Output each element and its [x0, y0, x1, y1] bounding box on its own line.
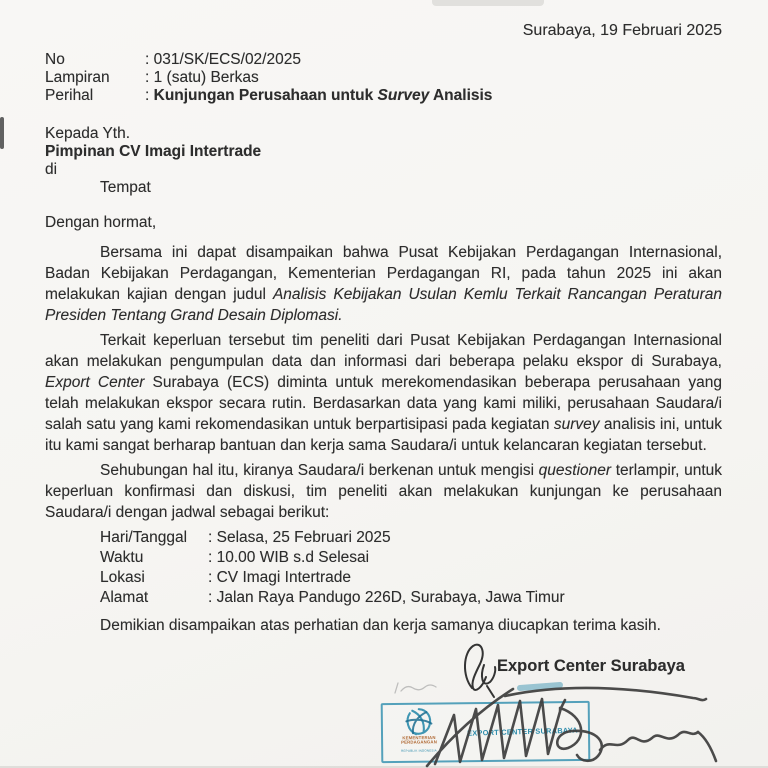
scan-artifact-left-edge: [0, 117, 4, 149]
meta-label-perihal: Perihal: [45, 87, 94, 104]
body-paragraph-2: Terkait keperluan tersebut tim peneliti dari Pusat Kebijakan Perdagangan Internasional akan melakukan pengumpulan data dan informasi dari beberapa pelaku ekspor di Surabaya, Export Center Surabaya (ECS) diminta untuk merekomendasikan beberapa perusahaan yang telah melakukan ekspor secara rutin. Berdasarkan data yang kami miliki, perusahaan Saudara/i salah satu yang kami rekomendasikan untuk berpartisipasi pada kegiatan survey analisis ini, untuk itu kami sangat berharap bantuan dan kerja sama Saudara/i untuk kelancaran kegiatan tersebut.: [45, 332, 723, 454]
recipient-place: Tempat: [100, 179, 151, 196]
meta-row-attachment: [45, 69, 722, 87]
meta-row-subject: [45, 87, 722, 105]
meta-label-no: No: [45, 51, 65, 68]
letter-meta: [45, 51, 722, 105]
recipient-preposition: di: [45, 161, 58, 178]
schedule-value-location: : CV Imagi Intertrade: [208, 569, 352, 586]
paraf-icon: [465, 645, 495, 697]
ink-smudge-icon: [520, 685, 560, 688]
schedule-row-address: [100, 588, 722, 608]
stamp-ministry-line2: PERDAGANGAN: [400, 739, 437, 745]
schedule-label-time: Waktu: [100, 549, 144, 566]
stamp-ministry-line1: KEMENTERIAN: [402, 735, 436, 741]
body-paragraph-1: Bersama ini dapat disampaikan bahwa Pusat Kebijakan Perdagangan Internasional, Badan Kebijakan Perdagangan, Kementerian Perdagangan RI, pada tahun 2025 ini akan melakukan kajian dengan judul Analisis Kebijakan Usulan Kemlu Terkait Rancangan Peraturan Presiden Tentang Grand Desain Diplomasi.: [45, 244, 722, 324]
pencil-scribble-icon: [395, 683, 436, 693]
date-line: Surabaya, 19 Februari 2025: [522, 22, 722, 39]
meta-row-number: [45, 51, 722, 69]
meta-value-perihal: : Kunjungan Perusahaan untuk Survey Analisis: [145, 87, 493, 104]
schedule-label-day: Hari/Tanggal: [100, 529, 188, 546]
signatory-org: Export Center Surabaya: [497, 657, 685, 675]
handwritten-signature-icon: [427, 688, 716, 766]
stamp-ministry-sub: REPUBLIK INDONESIA: [401, 749, 437, 753]
schedule-label-address: Alamat: [100, 589, 149, 606]
scan-artifact-top: [432, 0, 544, 6]
schedule-value-time: : 10.00 WIB s.d Selesai: [208, 549, 370, 566]
closing-line: Demikian disampaikan atas perhatian dan kerja samanya diucapkan terima kasih.: [100, 617, 661, 634]
schedule-row-location: [100, 568, 722, 588]
recipient-block: [45, 125, 722, 197]
schedule-value-day: : Selasa, 25 Februari 2025: [208, 529, 391, 546]
meta-label-lampiran: Lampiran: [45, 69, 110, 86]
greeting-line: Dengan hormat,: [45, 214, 157, 231]
meta-value-no: : 031/SK/ECS/02/2025: [145, 51, 301, 68]
schedule-row-time: [100, 548, 722, 568]
recipient-salutation: Kepada Yth.: [45, 125, 131, 142]
meta-value-lampiran: : 1 (satu) Berkas: [145, 69, 259, 86]
recipient-name: Pimpinan CV Imagi Intertrade: [45, 143, 262, 160]
stamp-org-text: EXPORT CENTER SURABAYA: [466, 725, 578, 737]
schedule-block: [100, 528, 722, 608]
schedule-label-location: Lokasi: [100, 569, 145, 586]
schedule-row-day: [100, 528, 722, 548]
body-paragraph-3: Sehubungan hal itu, kiranya Saudara/i berkenan untuk mengisi questioner terlampir, untuk keperluan konfirmasi dan diskusi, tim peneliti akan melakukan kunjungan ke perusahaan Saudara/i dengan jadwal sebagai berikut:: [45, 462, 722, 521]
schedule-value-address: : Jalan Raya Pandugo 226D, Surabaya, Jawa Timur: [208, 589, 565, 606]
